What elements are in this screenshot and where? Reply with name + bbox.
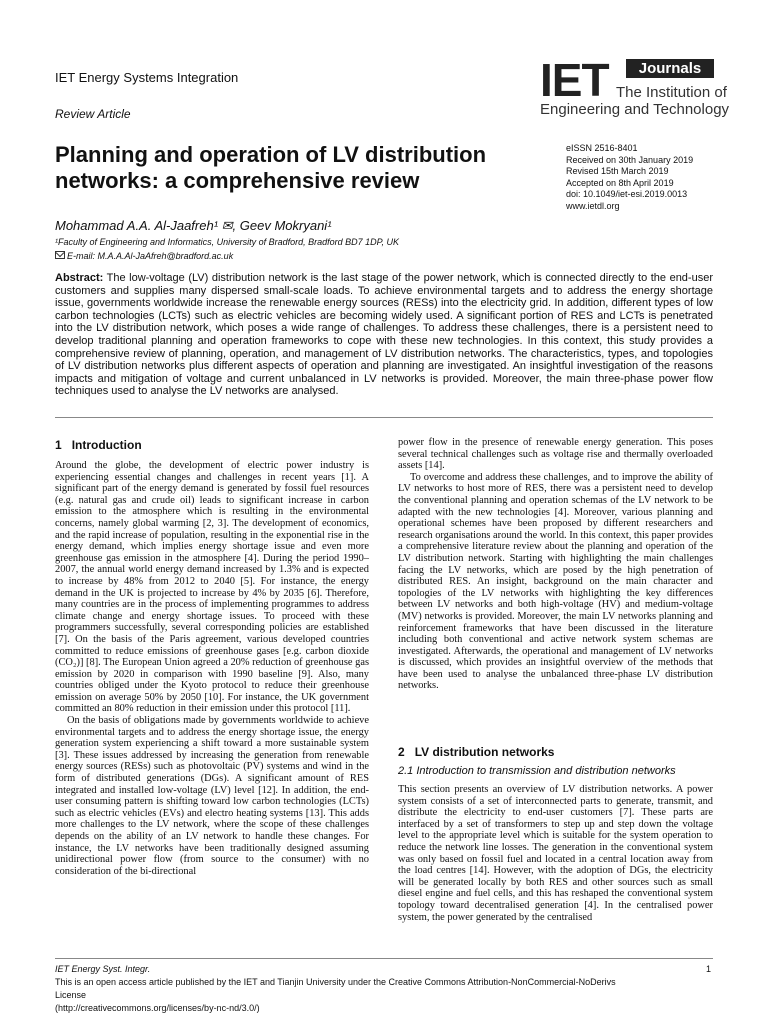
section-title: LV distribution networks bbox=[414, 745, 555, 759]
body-column-left bbox=[55, 460, 369, 877]
journal-name: IET Energy Systems Integration bbox=[55, 70, 239, 85]
license-link[interactable]: (http://creativecommons.org/licenses/by-nc-nd/3.0/) bbox=[55, 1003, 260, 1013]
paragraph: This section presents an overview of LV distribution networks. A power system consists of a set of interconnected parts to generate, transmit, and distribute the electricity to end-user customers [7]. These parts are interfaced by a set of transformers to step up and step down the voltage level to the appropriate level which is suitable for the system operation to reduce the network line losses. The generation in the conventional system was only based on fossil fuel and located in a central location away from the load centres [14]. However, with the adoption of DGs, the electricity will be generated locally by both RES and other sources such as small diesel engine and fuel cells, and this has reshaped the conventional system topology toward decentralised generation [4]. In the centralised power system, the power generated by the centralised bbox=[398, 784, 713, 923]
logo-journals-badge: Journals bbox=[626, 59, 714, 78]
body-column-right-lower bbox=[398, 784, 713, 923]
abstract bbox=[55, 272, 713, 398]
section-heading-lv-networks bbox=[398, 745, 554, 759]
iet-journals-logo bbox=[540, 54, 730, 123]
subsection-heading bbox=[398, 765, 676, 777]
license-notice bbox=[55, 976, 715, 1015]
affiliation: ¹Faculty of Engineering and Informatics, University of Bradford, Bradford BD7 1DP, UK bbox=[55, 237, 399, 247]
section-title: Introduction bbox=[71, 438, 142, 452]
footer-journal: IET Energy Syst. Integr. bbox=[55, 964, 151, 974]
mail-icon bbox=[55, 251, 65, 259]
license-line: License bbox=[55, 990, 87, 1000]
section-number: 2 bbox=[398, 745, 405, 759]
page-number: 1 bbox=[706, 964, 712, 974]
license-line: This is an open access article published by the IET and Tianjin University under the Creative Commons Attribution-NonCommercial-NoDerivs bbox=[55, 977, 616, 987]
footer-divider bbox=[55, 958, 713, 959]
paragraph: To overcome and address these challenges, and to improve the ability of LV networks to host more of RES, there was a persistent need to develop the conventional planning and operation schemas of the LV network to be adapted with the new technologies [4]. Moreover, various planning and operational schemes have been proposed by different researchers and research organisations around the world. In this context, this paper provides a comprehensive literature review about the planning and operation of the LV distribution network. Starting with highlighting the main challenges facing the LV networks, which are posed by the high penetration of distributed RES. An insight, background on the main character and topologies of the LV networks with highlighting the key differences between LV networks and both high-voltage (HV) and medium-voltage (MV) networks is provided. Moreover, the main LV networks planning and reinforcement frameworks that have been discussed in the literature including both conventional and active network system schemas are investigated. Afterwards, the operational and management of LV networks is discussed, which provides an insightful overview of the methods that have been used to analyse the unbalanced three-phase LV distribution networks. bbox=[398, 471, 713, 692]
accepted-date: Accepted on 8th April 2019 bbox=[566, 177, 674, 188]
revised-date: Revised 15th March 2019 bbox=[566, 166, 669, 176]
logo-institution-line1: The Institution of bbox=[616, 84, 727, 101]
authors: Mohammad A.A. Al-Jaafreh¹ ✉, Geev Mokryani¹ bbox=[55, 218, 332, 233]
corresponding-email[interactable] bbox=[55, 251, 233, 261]
paragraph: power flow in the presence of renewable energy generation. This poses several technical challenges such as voltage rise and thermally overloaded assets [14]. bbox=[398, 437, 713, 472]
paper-title: Planning and operation of LV distribution networks: a comprehensive review bbox=[55, 142, 487, 193]
body-column-right bbox=[398, 437, 713, 692]
eissn: eISSN 2516-8401 bbox=[566, 143, 638, 153]
article-type: Review Article bbox=[55, 107, 131, 121]
subsection-number: 2.1 bbox=[398, 765, 414, 777]
paragraph: On the basis of obligations made by governments worldwide to achieve environmental targets and to address the energy shortage issue, the energy generation system experiencing a shift toward a more sustainable system [3]. These issues addressed by increasing the generation from renewable energy sources (RESs) such as photovoltaic (PV) systems and wind in the form of distributed generations (DGs). A significant amount of RES integrated and installed low-voltage (LV) level [12]. In addition, the end-user consuming pattern is shifting toward low carbon technologies (LCTs) such as electric vehicles (EVs) and electro heating systems [13]. This adds more challenges to the LV network, where the scope of these challenges depends on the ability of an LV network to handle these changes. For instance, the LV networks have been traditionally designed assuming unidirectional power flow (from source to the consumer) with no consideration of the bi-directional bbox=[55, 715, 369, 877]
received-date: Received on 30th January 2019 bbox=[566, 154, 694, 165]
journal-url[interactable]: www.ietdl.org bbox=[566, 200, 620, 211]
article-meta bbox=[566, 143, 693, 212]
subsection-title: Introduction to transmission and distribution networks bbox=[416, 765, 676, 777]
section-heading-introduction bbox=[55, 438, 142, 452]
paragraph: Around the globe, the development of electric power industry is experiencing essential changes and challenges in recent years [1]. A significant part of the energy demand is generated by fossil fuel resources (e.g. natural gas and crude oil) leads to significant increase in carbon emission to the atmosphere which is resulting in the environmental concerns, namely global warming [2, 3]. The development of economics, and the rapid increase of population, resulting in the exponential rise in the energy demand, which implies energy shortage issue and even more greenhouse gas emission in the atmosphere [4]. During the period 1990–2007, the annual world energy demand increased by 1.3% and is expected to increase by 48% from 2012 to 2040 [5]. For instance, the energy demand in the UK is projected to increase by 4% by 2035 [6]. Therefore, many countries are in the process of implementing programmes to address climate change and energy shortage issues. To proceed with these programmers successfully, several corresponding policies are established [7]. On the basis of the Paris agreement, various developed countries committed to reduce emissions of greenhouse gases [e.g. carbon dioxide (CO₂)] [8]. The European Union agreed a 20% reduction of greenhouse gas emission by 2020 in comparison with 1990 baseline [9]. Also, many countries obliged under the Kyoto protocol to reduce their greenhouse emission on average 50% by 2050 [10]. For instance, the UK government committed an 80% reduction in their emission under this protocol [11]. bbox=[55, 460, 369, 715]
email-text: E-mail: M.A.A.Al-JaAfreh@bradford.ac.uk bbox=[67, 251, 234, 261]
abstract-text: The low-voltage (LV) distribution network is the last stage of the power network, which is connected directly to the end-user customers and supplies many dispersed small-scale loads. To achieve environmental targets and to address the energy shortage issue, governments worldwide increase the renewable energy sources (RESs) into the electricity grid. In addition, different types of low carbon technologies (LCTs) such as electric vehicles are becoming widely used. A significant portion of RES and LCTs is penetrated into the LV distribution network, which poses a wide range of challenges. To address these challenges, there is a persistent need to develop traditional planning and operation frameworks to cope with these new technologies. In this context, this study provides a comprehensive review of planning, operation, and management of LV distribution networks. The characteristics, types, and topologies of LV distribution networks plus different aspects of operation and planning are investigated. An insightful investigation of the reasons impacts and mitigation of voltage and current unbalanced in LV networks is provided. Moreover, the main three-phase power flow techniques used to analyse the LV networks are analysed. bbox=[55, 272, 713, 398]
logo-institution-line2: Engineering and Technology bbox=[540, 101, 730, 118]
doi[interactable]: doi: 10.1049/iet-esi.2019.0013 bbox=[566, 189, 688, 199]
abstract-label: Abstract: bbox=[55, 272, 104, 284]
section-number: 1 bbox=[55, 438, 62, 452]
divider bbox=[55, 417, 713, 418]
logo-iet-text: IET bbox=[540, 54, 609, 106]
